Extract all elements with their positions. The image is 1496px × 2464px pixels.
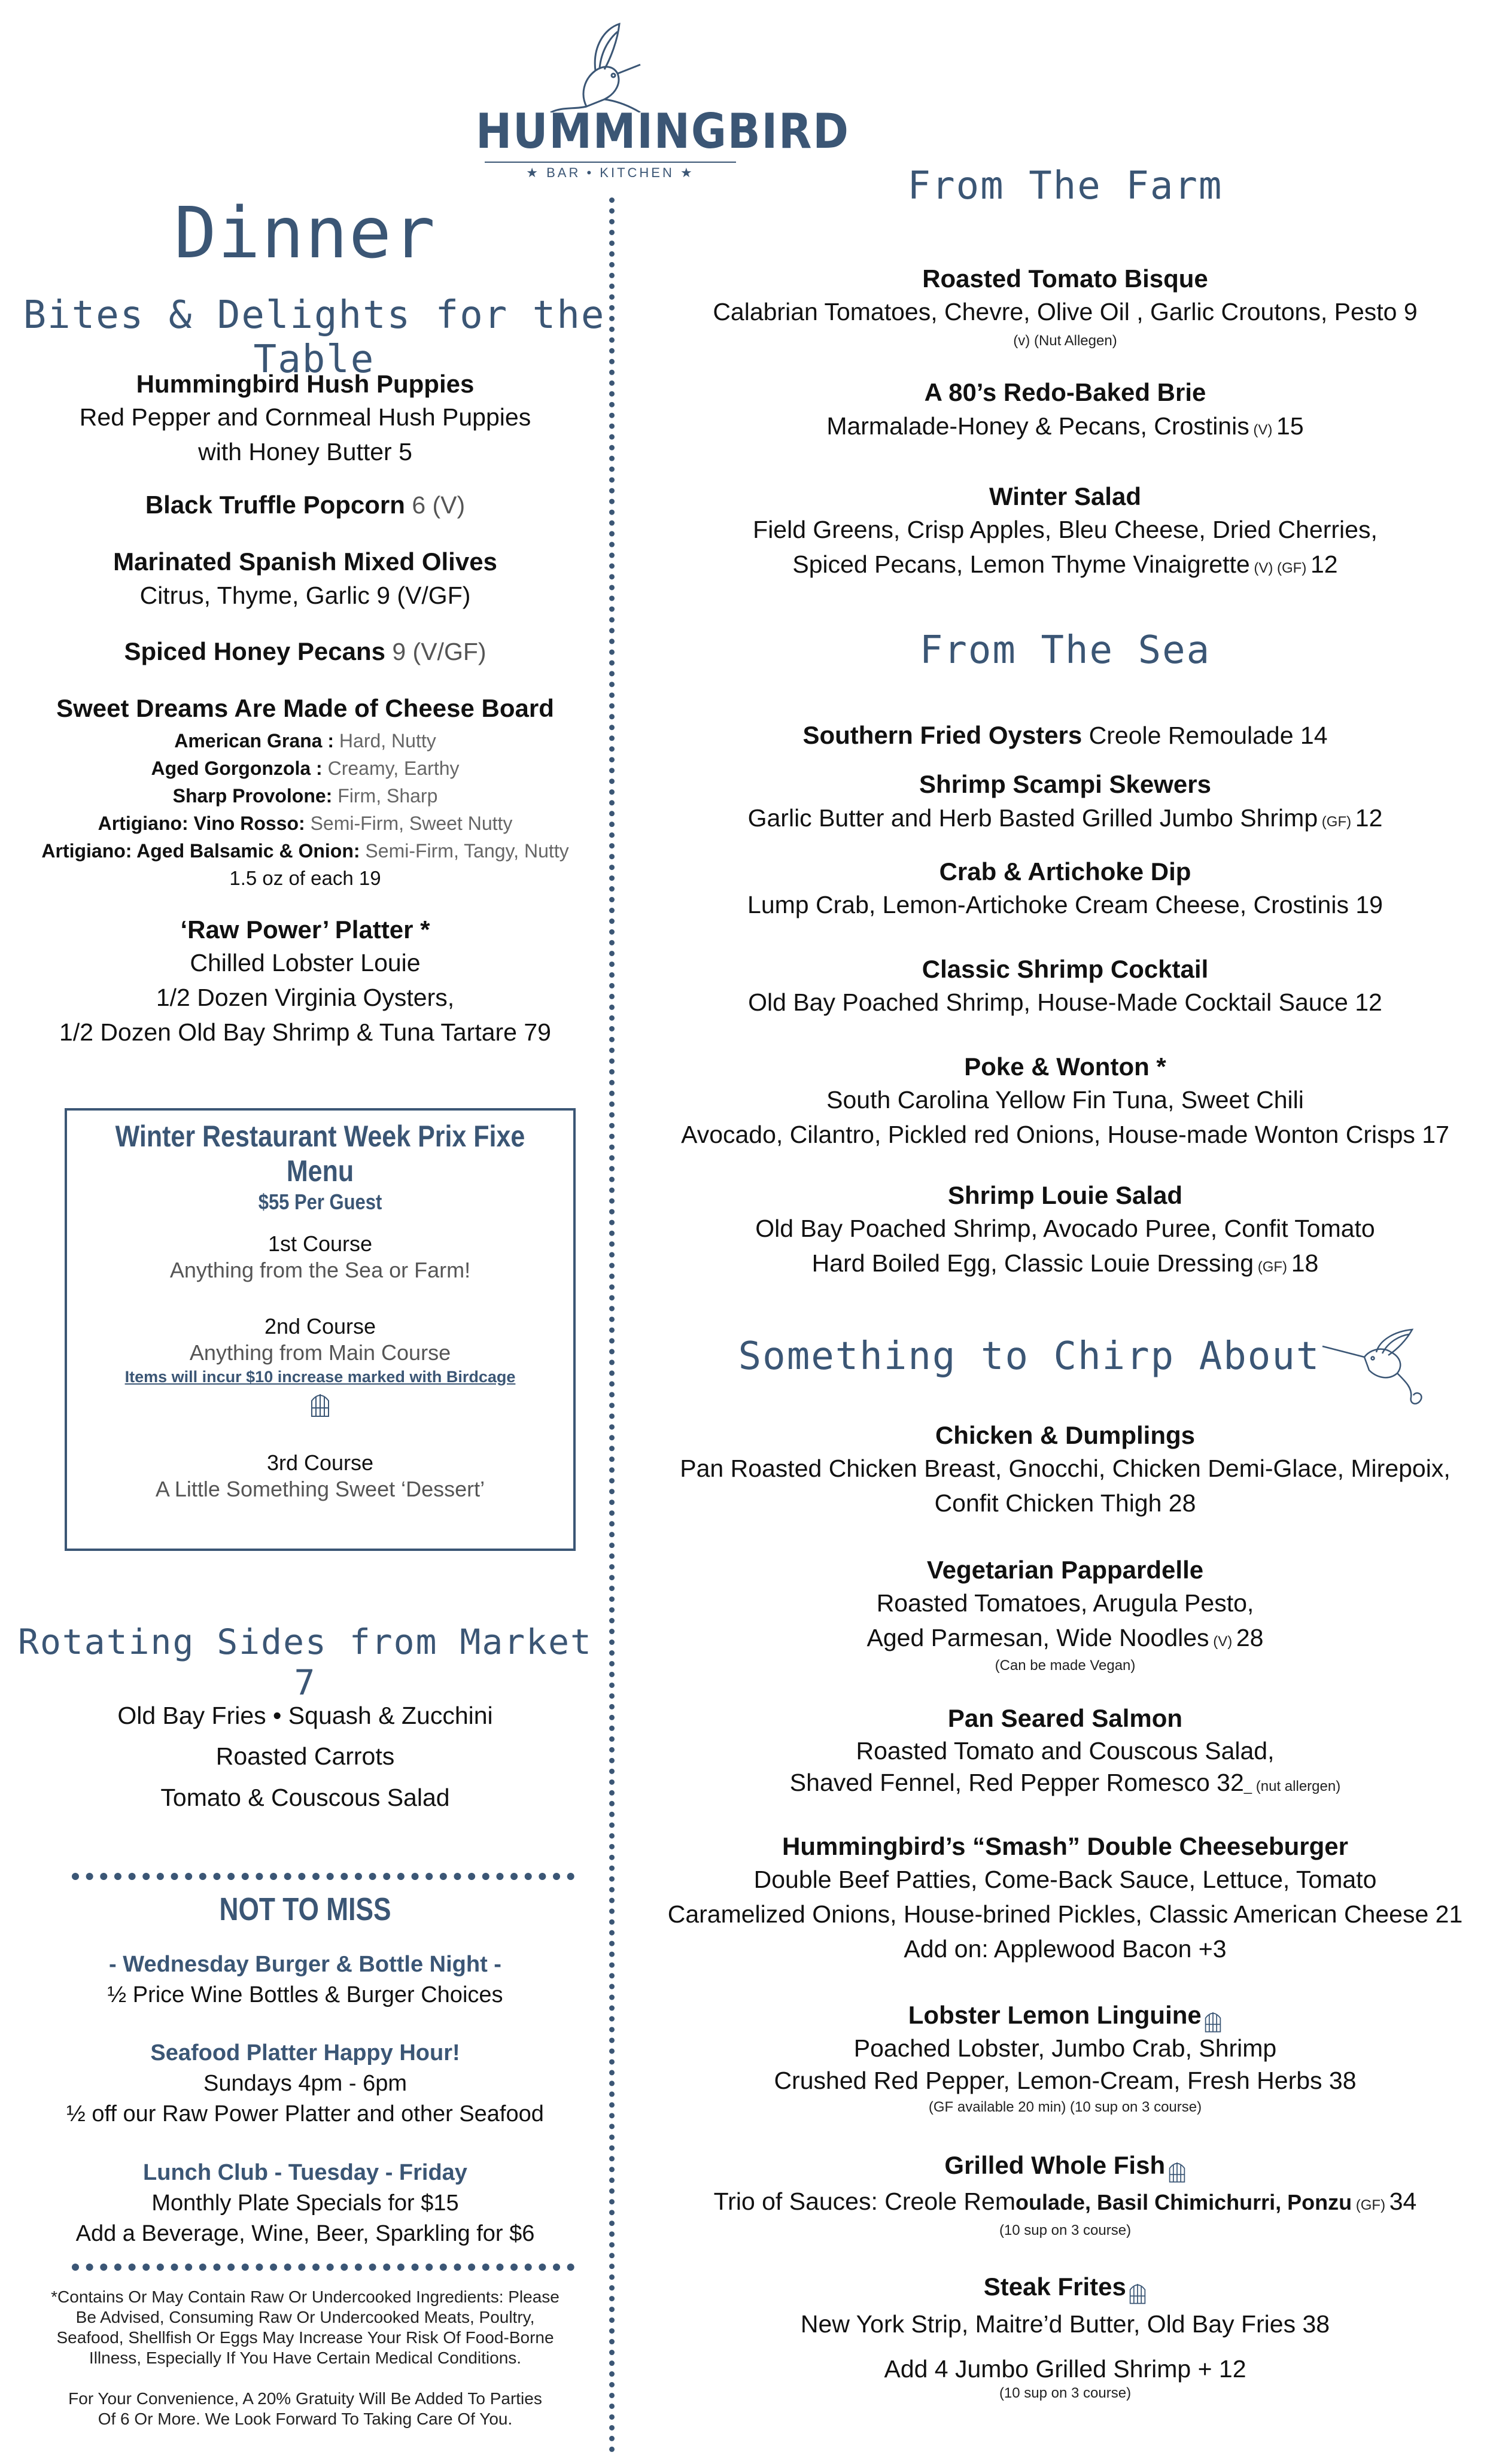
whole-fish-desc-b: oulade, Basil Chimichurri, Ponzu	[1015, 2190, 1352, 2214]
logo	[461, 23, 850, 180]
disclaimer	[0, 2287, 610, 2429]
not-to-miss-bottom-divider	[72, 2264, 574, 2271]
whole-fish-desc-a: Trio of Sauces: Creole Rem	[713, 2188, 1015, 2215]
shrimp-cocktail-name: Classic Shrimp Cocktail	[922, 955, 1209, 983]
scampi-price: 12	[1355, 804, 1383, 832]
chicken-dumplings-desc-1: Pan Roasted Chicken Breast, Gnocchi, Chicken Demi-Glace, Mirepoix,	[680, 1455, 1451, 1482]
event-1-title: - Wednesday Burger & Bottle Night -	[109, 1952, 501, 1977]
linguine-title-row	[634, 2001, 1496, 2035]
steak-frites-title-row	[634, 2273, 1496, 2307]
whole-fish-price: 34	[1389, 2188, 1417, 2215]
cheese-desc: Creamy, Earthy	[327, 758, 460, 779]
winter-salad-item-line	[634, 547, 1496, 586]
chicken-dumplings-name: Chicken & Dumplings	[935, 1421, 1196, 1449]
olives-name: Marinated Spanish Mixed Olives	[113, 547, 497, 576]
bisque-name: Roasted Tomato Bisque	[922, 264, 1208, 293]
brie-price: 15	[1276, 412, 1304, 440]
cheese-desc: Semi-Firm, Tangy, Nutty	[365, 840, 569, 862]
cheese-desc: Firm, Sharp	[337, 785, 438, 807]
cheese-line	[0, 782, 610, 810]
steak-frites-name: Steak Frites	[983, 2273, 1126, 2301]
hummingbird-icon	[1310, 1328, 1430, 1412]
course-3-title: 3rd Course	[266, 1450, 374, 1475]
oysters-item	[634, 718, 1496, 753]
steak-frites-desc: New York Strip, Maitre’d Butter, Old Bay Fries 38	[800, 2310, 1330, 2338]
course-3-desc: A Little Something Sweet ‘Dessert’	[155, 1477, 485, 1501]
louie-salad-item-line	[634, 1246, 1496, 1285]
louie-salad-desc-1: Old Bay Poached Shrimp, Avocado Puree, Confit Tomato	[755, 1215, 1375, 1242]
not-to-miss-top-divider	[72, 1873, 574, 1880]
course-1-desc: Anything from the Sea or Farm!	[169, 1258, 471, 1282]
prix-fixe-title: Winter Restaurant Week Prix Fixe Menu	[115, 1120, 525, 1188]
steak-frites-note: (10 sup on 3 course)	[999, 2385, 1132, 2401]
disclaimer-line: *Contains Or May Contain Raw Or Undercooked Ingredients: Please	[51, 2287, 560, 2306]
pappardelle-item-line	[634, 1620, 1496, 1659]
birdcage-icon	[1168, 2158, 1186, 2185]
not-to-miss-title: NOT TO MISS	[219, 1891, 391, 1927]
pecans-price: 9 (V/GF)	[385, 638, 486, 665]
brie-item-line	[634, 409, 1496, 448]
scampi-item-line	[634, 801, 1496, 839]
brie-name: A 80’s Redo-Baked Brie	[924, 378, 1206, 406]
cheese-line	[0, 810, 610, 837]
louie-salad-tag: (GF)	[1254, 1259, 1291, 1275]
salmon-name: Pan Seared Salmon	[947, 1704, 1183, 1732]
cheeseburger-addon: Add on: Applewood Bacon +3	[904, 1935, 1227, 1963]
scampi-desc: Garlic Butter and Herb Basted Grilled Jumbo Shrimp	[747, 804, 1318, 832]
oysters-desc: Creole Remoulade 14	[1082, 722, 1328, 749]
crab-dip-name: Crab & Artichoke Dip	[939, 857, 1191, 886]
whole-fish-name: Grilled Whole Fish	[944, 2151, 1166, 2179]
logo-tagline: ★ BAR • KITCHEN ★	[485, 162, 736, 181]
shrimp-cocktail-desc: Old Bay Poached Shrimp, House-Made Cocktail Sauce 12	[748, 988, 1382, 1016]
sides-line-3: Tomato & Couscous Salad	[160, 1784, 450, 1811]
cheese-label: Artigiano: Aged Balsamic & Onion:	[41, 840, 366, 862]
hush-puppies-desc-2: with Honey Butter 5	[198, 438, 412, 466]
logo-name: HUMMINGBIRD	[476, 104, 850, 159]
cheese-price: 1.5 oz of each 19	[229, 867, 381, 889]
cheese-label: American Grana :	[174, 730, 339, 752]
louie-salad-name: Shrimp Louie Salad	[947, 1181, 1183, 1209]
pecans-name: Spiced Honey Pecans	[124, 637, 385, 665]
whole-fish-item-line	[634, 2184, 1496, 2223]
salmon-desc-1: Roasted Tomato and Couscous Salad,	[856, 1737, 1275, 1765]
winter-salad-desc-2: Spiced Pecans, Lemon Thyme Vinaigrette	[792, 550, 1250, 578]
popcorn-price: 6 (V)	[405, 491, 466, 519]
whole-fish-title-row	[634, 2151, 1496, 2185]
birdcage-note: Items will incur $10 increase marked with Birdcage	[124, 1368, 516, 1386]
oysters-name: Southern Fried Oysters	[802, 721, 1083, 749]
raw-power-desc-3: 1/2 Dozen Old Bay Shrimp & Tuna Tartare 79	[59, 1018, 551, 1046]
event-3-desc-1: Monthly Plate Specials for $15	[151, 2191, 459, 2216]
bites-section-title: Bites & Delights for the Table	[23, 293, 606, 382]
whole-fish-tag: (GF)	[1352, 2197, 1389, 2213]
event-2-title: Seafood Platter Happy Hour!	[150, 2040, 460, 2065]
scampi-name: Shrimp Scampi Skewers	[919, 770, 1211, 798]
steak-frites-addon: Add 4 Jumbo Grilled Shrimp + 12	[884, 2355, 1246, 2383]
birdcage-icon	[67, 1390, 573, 1422]
raw-power-name: ‘Raw Power’ Platter *	[180, 915, 430, 944]
crab-dip-desc: Lump Crab, Lemon-Artichoke Cream Cheese, Crostinis 19	[747, 891, 1383, 918]
event-1-desc: ½ Price Wine Bottles & Burger Choices	[107, 1982, 503, 2007]
gratuity-line: Of 6 Or More. We Look Forward To Taking Care Of You.	[98, 2410, 513, 2428]
cheeseburger-desc-2: Caramelized Onions, House-brined Pickles, Classic American Cheese 21	[667, 1900, 1463, 1928]
bisque-desc: Calabrian Tomatoes, Chevre, Olive Oil , Garlic Croutons, Pesto 9	[713, 298, 1418, 326]
linguine-desc-1: Poached Lobster, Jumbo Crab, Shrimp	[853, 2034, 1277, 2062]
popcorn-item	[0, 488, 610, 522]
disclaimer-line: Seafood, Shellfish Or Eggs May Increase Your Risk Of Food-Borne	[56, 2328, 554, 2347]
whole-fish-note: (10 sup on 3 course)	[999, 2222, 1132, 2238]
bisque-note: (v) (Nut Allegen)	[1013, 333, 1117, 349]
poke-desc-1: South Carolina Yellow Fin Tuna, Sweet Chili	[826, 1086, 1304, 1114]
winter-salad-name: Winter Salad	[989, 482, 1141, 510]
event-2-desc: ½ off our Raw Power Platter and other Seafood	[66, 2101, 544, 2127]
louie-salad-price: 18	[1291, 1249, 1319, 1277]
chicken-dumplings-desc-2: Confit Chicken Thigh 28	[934, 1489, 1196, 1517]
olives-desc: Citrus, Thyme, Garlic 9 (V/GF)	[139, 582, 471, 609]
prix-fixe-box	[65, 1108, 576, 1551]
poke-desc-2: Avocado, Cilantro, Pickled red Onions, House-made Wonton Crisps 17	[681, 1121, 1449, 1148]
raw-power-desc-1: Chilled Lobster Louie	[190, 949, 421, 977]
cheese-line	[0, 755, 610, 782]
gratuity-line: For Your Convenience, A 20% Gratuity Will Be Added To Parties	[68, 2389, 542, 2408]
hush-puppies-desc-1: Red Pepper and Cornmeal Hush Puppies	[79, 403, 531, 431]
prix-fixe-price: $55 Per Guest	[258, 1190, 382, 1214]
disclaimer-line: Be Advised, Consuming Raw Or Undercooked Meats, Poultry,	[75, 2308, 535, 2326]
pappardelle-desc-2: Aged Parmesan, Wide Noodles	[866, 1624, 1209, 1651]
disclaimer-line: Illness, Especially If You Have Certain Medical Conditions.	[89, 2349, 522, 2367]
popcorn-name: Black Truffle Popcorn	[145, 491, 405, 519]
sides-section-title: Rotating Sides from Market 7	[18, 1622, 592, 1703]
course-2-desc: Anything from Main Course	[189, 1340, 451, 1365]
hummingbird-logo-icon	[461, 23, 760, 112]
cheese-label: Artigiano: Vino Rosso:	[98, 813, 311, 834]
winter-salad-desc-1: Field Greens, Crisp Apples, Bleu Cheese, Dried Cherries,	[753, 516, 1378, 543]
louie-salad-desc-2: Hard Boiled Egg, Classic Louie Dressing	[811, 1249, 1254, 1277]
course-1-title: 1st Course	[267, 1231, 373, 1256]
cheese-board-name: Sweet Dreams Are Made of Cheese Board	[56, 694, 554, 722]
sides-line-1: Old Bay Fries • Squash & Zucchini	[117, 1702, 493, 1729]
poke-name: Poke & Wonton *	[964, 1052, 1166, 1081]
pappardelle-price: 28	[1236, 1624, 1264, 1651]
raw-power-desc-2: 1/2 Dozen Virginia Oysters,	[156, 984, 455, 1011]
chirp-section-title: Something to Chirp About	[738, 1334, 1321, 1379]
birdcage-icon	[1129, 2279, 1147, 2307]
salmon-note: _ (nut allergen)	[1243, 1778, 1341, 1794]
linguine-desc-2: Crushed Red Pepper, Lemon-Cream, Fresh Herbs 38	[774, 2067, 1357, 2094]
brie-tag: (V)	[1249, 422, 1277, 438]
cheese-desc: Hard, Nutty	[339, 730, 436, 752]
cheese-label: Aged Gorgonzola :	[151, 758, 328, 779]
cheese-line	[0, 837, 610, 865]
hush-puppies-name: Hummingbird Hush Puppies	[136, 370, 475, 398]
salmon-desc-2: Shaved Fennel, Red Pepper Romesco 32	[789, 1769, 1244, 1796]
sea-section-title: From The Sea	[919, 628, 1211, 673]
salmon-item-line	[634, 1765, 1496, 1804]
cheese-label: Sharp Provolone:	[172, 785, 338, 807]
linguine-name: Lobster Lemon Linguine	[908, 2001, 1202, 2029]
winter-salad-tag: (V) (GF)	[1249, 560, 1310, 576]
brie-desc: Marmalade-Honey & Pecans, Crostinis	[826, 412, 1249, 440]
farm-section-title: From The Farm	[907, 164, 1223, 208]
linguine-note: (GF available 20 min) (10 sup on 3 course)	[928, 2099, 1202, 2115]
winter-salad-price: 12	[1310, 550, 1338, 578]
pecans-item	[0, 634, 610, 669]
scampi-tag: (GF)	[1318, 814, 1355, 830]
pappardelle-name: Vegetarian Pappardelle	[926, 1556, 1204, 1584]
page-title: Dinner	[174, 191, 437, 274]
pappardelle-desc-1: Roasted Tomatoes, Arugula Pesto,	[876, 1589, 1254, 1617]
pappardelle-tag: (V)	[1209, 1633, 1236, 1650]
event-2-time: Sundays 4pm - 6pm	[203, 2071, 408, 2096]
event-3-title: Lunch Club - Tuesday - Friday	[143, 2160, 467, 2185]
event-3-desc-2: Add a Beverage, Wine, Beer, Sparkling for $6	[75, 2221, 535, 2246]
cheeseburger-desc-1: Double Beef Patties, Come-Back Sauce, Lettuce, Tomato	[753, 1866, 1377, 1893]
pappardelle-note: (Can be made Vegan)	[995, 1657, 1136, 1674]
cheese-line	[0, 727, 610, 755]
sides-line-2: Roasted Carrots	[215, 1742, 395, 1770]
cheeseburger-name: Hummingbird’s “Smash” Double Cheeseburger	[782, 1832, 1348, 1860]
cheese-desc: Semi-Firm, Sweet Nutty	[310, 813, 513, 834]
course-2-title: 2nd Course	[264, 1314, 376, 1339]
